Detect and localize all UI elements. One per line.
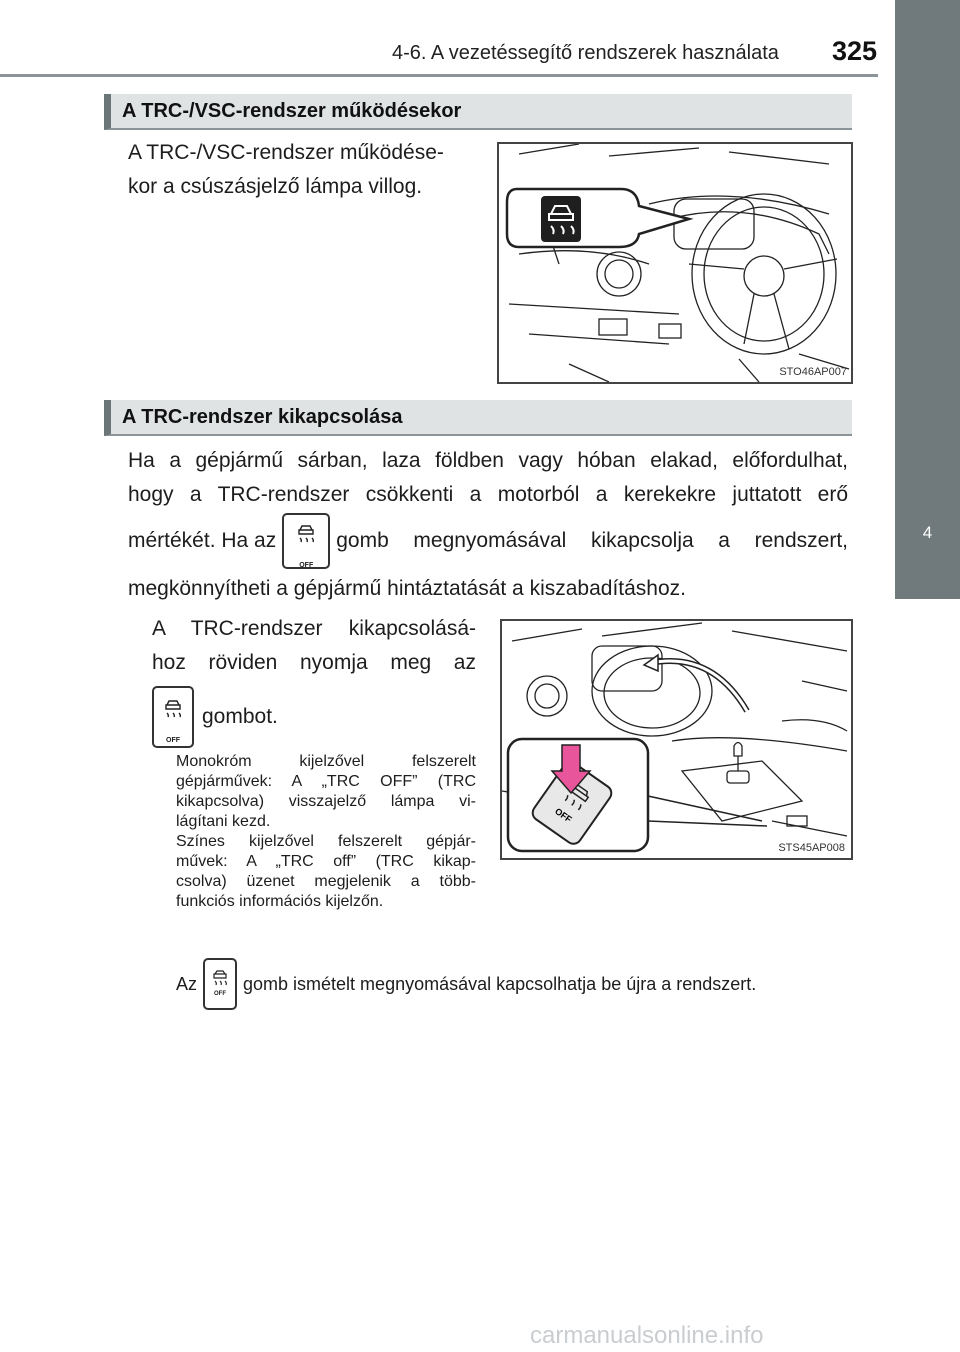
figure-caption: STS45AP008 [778, 842, 845, 854]
step-instruction [152, 612, 476, 748]
trc-off-button-icon [282, 513, 330, 569]
note-line: funkciós információs kijelzőn. [176, 893, 384, 910]
page-number: 325 [832, 36, 878, 66]
section-title: A TRC-/VSC-rendszer működésekor [122, 100, 462, 122]
text-line: hogy a TRC-rendszer csökkenti a motorból a kerekekre juttatott erő [128, 483, 848, 506]
running-header-title: 4-6. A vezetéssegítő rendszerek használata [392, 42, 779, 64]
trc-off-button-icon [152, 686, 194, 748]
figure-dashboard-slip-indicator [497, 142, 853, 384]
text-fragment: mértékét. Ha az [128, 529, 277, 552]
text-line: kor a csúszásjelző lámpa villog. [128, 175, 423, 198]
note-line: kikapcsolva) visszajelző lámpa vi- [176, 793, 476, 810]
figure-trc-off-button-location [500, 619, 853, 860]
dashboard-illustration [499, 144, 851, 382]
chapter-label: Vezetés [906, 640, 925, 704]
text-line: megkönnyítheti a gépjármű hintáztatását a kiszabadításhoz. [128, 577, 686, 600]
section-heading-trc-vsc-active [104, 94, 852, 130]
note-line: gépjárművek: A „TRC OFF” (TRC [176, 773, 476, 790]
chapter-number: 4 [922, 523, 933, 542]
skid-car-icon [205, 960, 235, 1008]
text-fragment: gomb megnyomásával kikapcsolja a rendszert, [336, 529, 848, 552]
text-line-with-button [152, 686, 476, 748]
note-line: Színes kijelzővel felszerelt gépjár- [176, 833, 476, 850]
closing-line [176, 958, 856, 1010]
note-line: csolva) üzenet megjelenik a több- [176, 873, 476, 890]
figure-caption: STO46AP007 [779, 366, 847, 378]
section-title: A TRC-rendszer kikapcsolása [122, 406, 403, 428]
header-rule [0, 74, 878, 77]
section1-text [128, 136, 480, 204]
text-line: A TRC-/VSC-rendszer működése- [128, 141, 444, 164]
note-line: Monokróm kijelzővel felszerelt [176, 753, 476, 770]
text-fragment: gombot. [202, 705, 278, 728]
off-label: OFF [166, 737, 180, 744]
text-line: A TRC-rendszer kikapcsolásá- [152, 617, 476, 640]
note-block [176, 752, 476, 912]
text-line: Ha a gépjármű sárban, laza földben vagy hóban elakad, előfordulhat, [128, 449, 848, 472]
text-fragment: gomb ismételt megnyomásával kapcsolhatja be újra a rendszert. [243, 973, 757, 994]
footer-watermark: carmanualsonline.info [530, 1322, 764, 1349]
trc-off-button-icon [203, 958, 237, 1010]
text-line: hoz röviden nyomja meg az [152, 651, 476, 674]
section-heading-trc-off [104, 400, 852, 436]
off-label: OFF [214, 991, 227, 997]
off-label: OFF [553, 806, 574, 825]
off-label: OFF [299, 562, 314, 569]
console-illustration [502, 621, 851, 858]
note-line: művek: A „TRC off” (TRC kikap- [176, 853, 476, 870]
text-line-with-button [128, 510, 848, 572]
section2-paragraph [128, 444, 848, 606]
note-line: lágítani kezd. [176, 813, 271, 830]
text-fragment: Az [176, 973, 198, 994]
chapter-tab-upper [895, 0, 960, 513]
